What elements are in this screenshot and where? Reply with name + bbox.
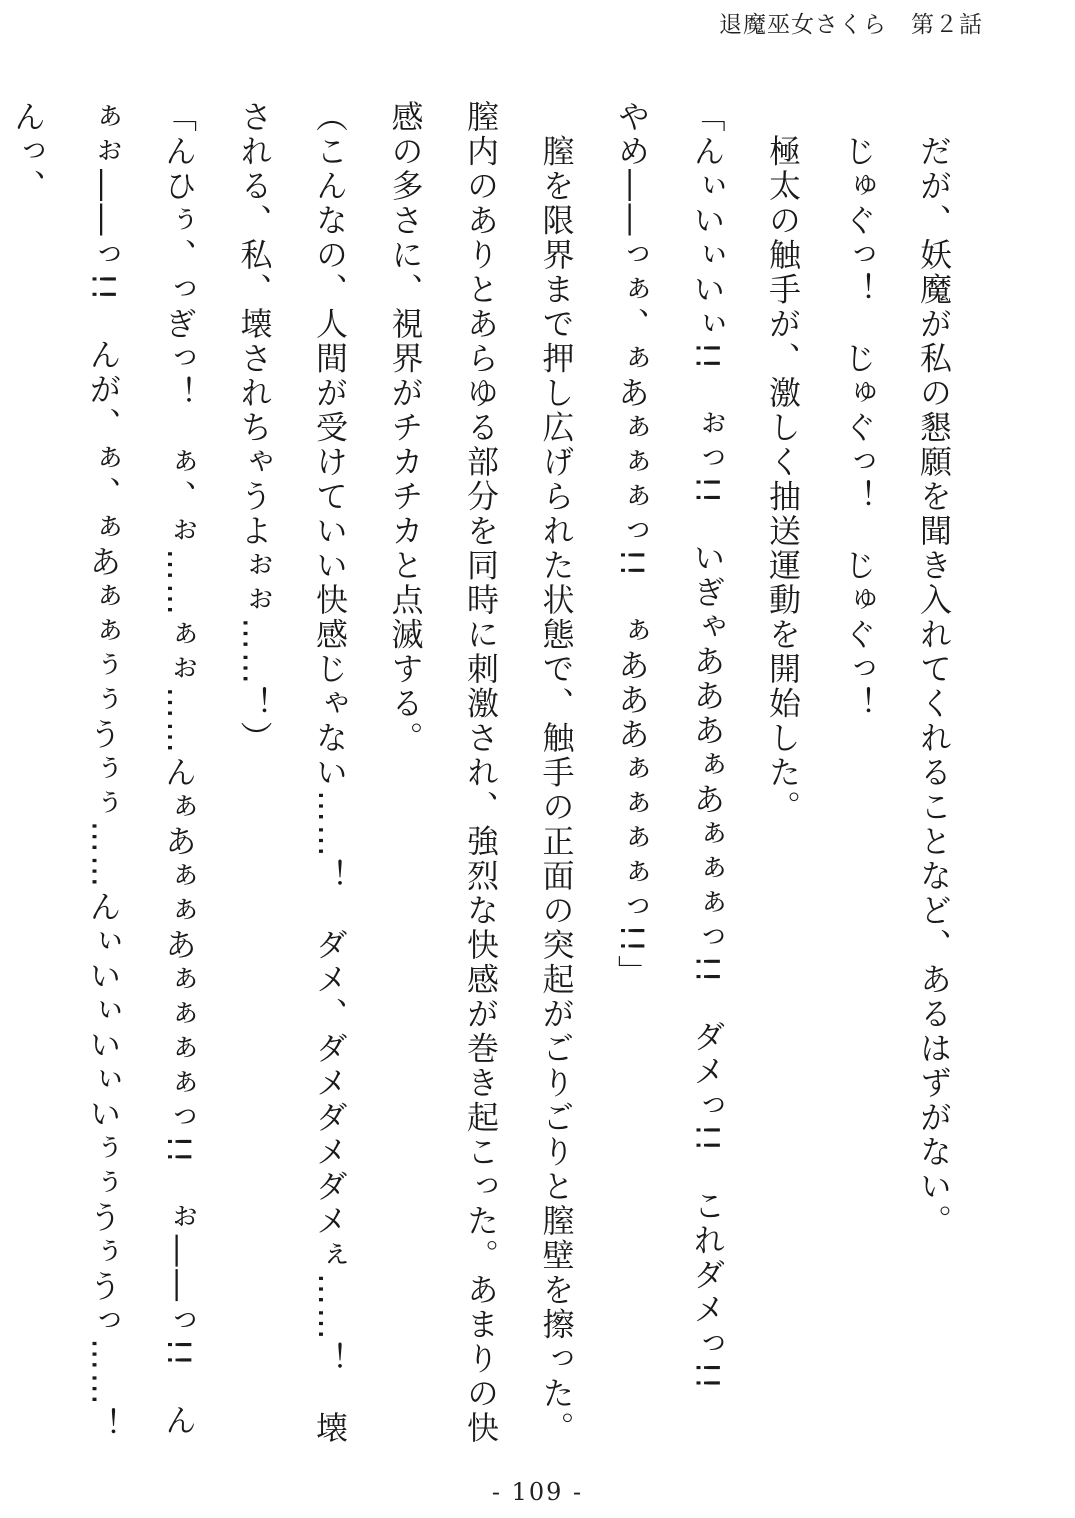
chapter-label: 第２話 xyxy=(911,12,983,38)
paragraph: じゅぐっ！ じゅぐっ！ じゅぐっ！ xyxy=(839,100,878,721)
vertical-body-text xyxy=(0,100,971,1477)
paragraph: 膣を限界まで押し広げられた状態で、触手の正面の突起がごりごりと膣壁を擦った。膣内のありとあらゆる部分を同時に刺激され、強烈な快感が巻き起こった。あまりの快感の多さに、視界がチカチカと点滅する。 xyxy=(386,100,576,1446)
paragraph: （こんなの、人間が受けていい快感じゃない……！ ダメ、ダメダメダメぇ……！ 壊される、私、壊されちゃうよぉぉ……！） xyxy=(235,100,349,1446)
paragraph: 「んひぅ、っぎっ！ ぁ、ぉ……ぁぉ……んぁあぁぁあぁぁぁぁっ!! ぉ――っ!! んぁぉ――っ!! んが、ぁ、ぁあぁぁぅぅうぅぅ……んぃいぃいぃいぅぅうぅうっ……！ んっ、 xyxy=(9,100,198,1477)
book-title: 退魔巫女さくら xyxy=(719,12,887,38)
page-number: - 109 - xyxy=(491,1478,584,1506)
paragraph: だが、妖魔が私の懇願を聞き入れてくれることなど、あるはずがない。 xyxy=(915,100,953,1239)
paragraph: 極太の触手が、激しく抽送運動を開始した。 xyxy=(764,100,802,825)
running-header xyxy=(719,6,983,39)
paragraph: 「んぃいぃいぃ!! ぉっ!! いぎゃあああぁあぁぁぁっ!! ダメっ!! これダメっ!! やめ――っぁ、ぁあぁぁぁっ!! ぁあああぁぁぁぁっ!!」 xyxy=(613,100,727,1427)
